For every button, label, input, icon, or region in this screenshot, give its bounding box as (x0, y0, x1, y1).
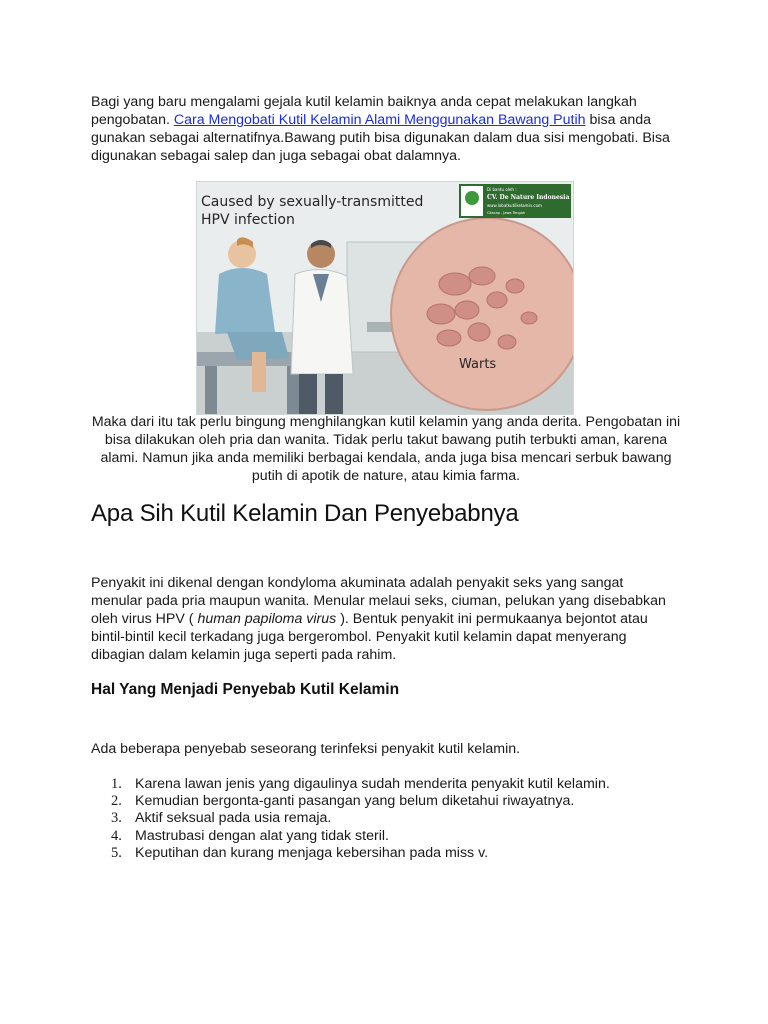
badge-line3: www.lobatkutilkelamin.com (487, 203, 542, 208)
causes-list (91, 776, 691, 862)
definition-text-end: ). Bentuk penyakit ini permukaanya bejontot atau bintil-bintil kecil terkadang juga bergerombol. Penyakit kutil kelamin dapat menyerang dibagian dalam kelamin juga seperti pada rahim. (91, 611, 648, 663)
hpv-illustration-svg (197, 182, 573, 414)
list-item (91, 793, 691, 810)
list-number: 4. (111, 827, 122, 844)
leaf-logo-icon (465, 191, 479, 205)
list-number: 5. (111, 844, 122, 861)
hpv-illustration (196, 181, 574, 415)
list-item (91, 845, 691, 862)
intro-text-start: Bagi yang baru mengalami gejala kutil kelamin baiknya anda cepat melakukan langkah pengobatan. (91, 94, 637, 128)
list-number: 1. (111, 776, 122, 792)
warts-label: Warts (459, 357, 497, 372)
list-item-text: Aktif seksual pada usia remaja. (135, 810, 332, 827)
causes-intro: Ada beberapa penyebab seseorang terinfeksi penyakit kutil kelamin. (91, 741, 521, 757)
badge-line1: Di bantu oleh : (487, 187, 517, 192)
badge-line2: CV. De Nature Indonesia (487, 194, 570, 201)
list-item-text: Karena lawan jenis yang digaulinya sudah menderita penyakit kutil kelamin. (135, 776, 610, 792)
figure-caption-line2: HPV infection (201, 212, 295, 228)
list-number: 2. (111, 793, 122, 810)
list-item-text: Mastrubasi dengan alat yang tidak steril. (135, 827, 389, 844)
definition-text-start: Penyakit ini dikenal dengan kondyloma akuminata adalah penyakit seks yang sangat menular pada pria maupun wanita. Menular melaui seks, ciuman, pelukan yang disebabkan oleh virus HPV ( (91, 575, 666, 627)
intro-text-end: bisa anda gunakan sebagai alternatifnya.Bawang putih bisa digunakan dalam dua sisi mengobati. Bisa digunakan sebagai salep dan juga sebagai obat dalamnya. (91, 112, 670, 164)
subsection-heading: Hal Yang Menjadi Penyebab Kutil Kelamin (91, 681, 400, 698)
list-item-text: Keputihan dan kurang menjaga kebersihan pada miss v. (135, 844, 489, 861)
article-link[interactable]: Cara Mengobati Kutil Kelamin Alami Menggunakan Bawang Putih (173, 112, 586, 128)
list-item (91, 776, 691, 793)
list-item-text: Kemudian bergonta-ganti pasangan yang belum diketahui riwayatnya. (135, 793, 575, 810)
brand-badge (459, 184, 571, 218)
definition-paragraph (91, 574, 671, 664)
figure-caption-line1: Caused by sexually-transmitted (201, 194, 424, 210)
after-image-paragraph: Maka dari itu tak perlu bingung menghilangkan kutil kelamin yang anda derita. Pengobatan ini bisa dilakukan oleh pria dan wanita. Tidak perlu takut bawang putih terbukti aman, karena alami. Namun jika anda memiliki berbagai kendala, anda juga bisa mencari serbuk bawang putih di apotik de nature, atau kimia farma. (91, 414, 681, 484)
intro-paragraph (91, 93, 681, 165)
list-item (91, 810, 691, 827)
virus-name: human papiloma virus (197, 611, 337, 627)
badge-line4: Cilacap - Jawa Tengah (487, 211, 526, 215)
list-number: 3. (111, 810, 122, 827)
section-heading: Apa Sih Kutil Kelamin Dan Penyebabnya (91, 500, 519, 527)
list-item (91, 828, 691, 845)
